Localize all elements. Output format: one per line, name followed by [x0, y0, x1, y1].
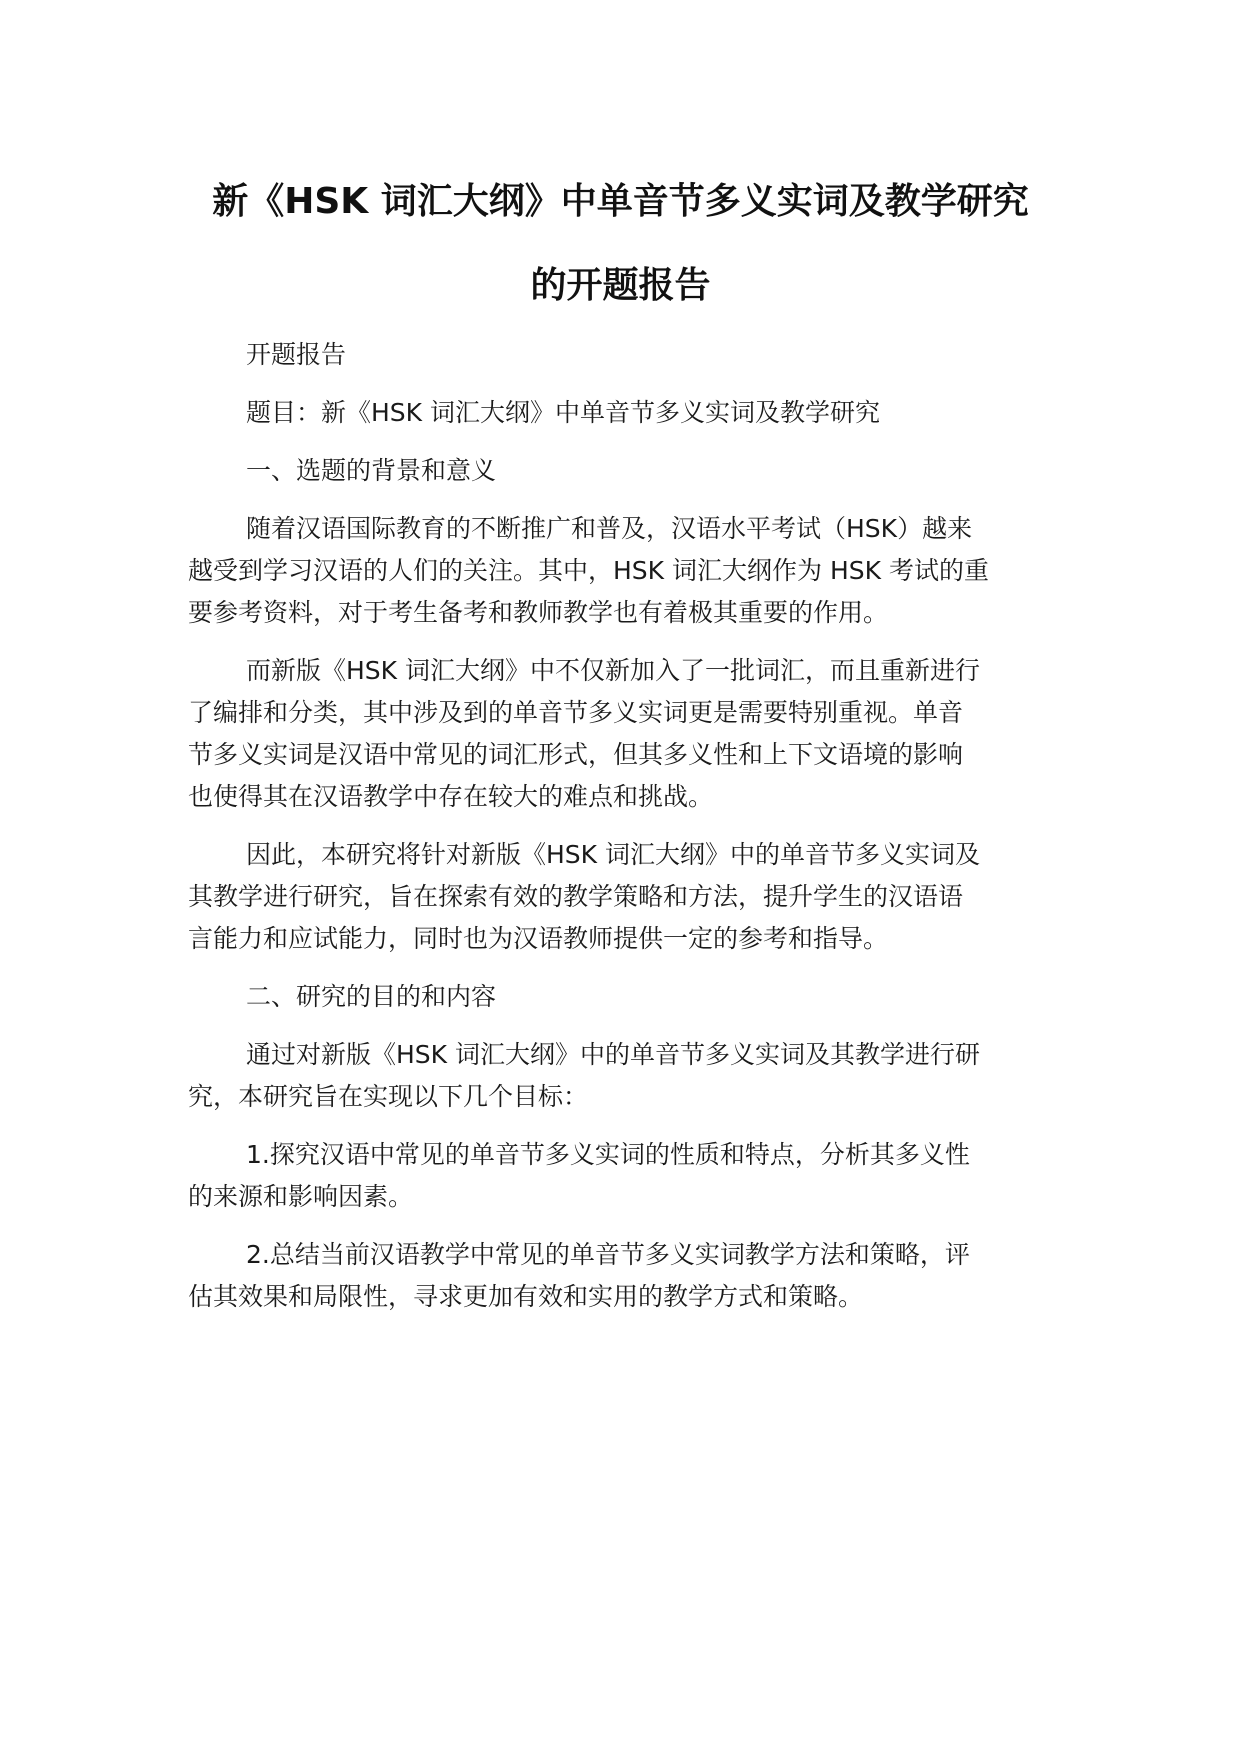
paragraph-2-line-2: 了编排和分类，其中涉及到的单音节多义实词更是需要特别重视。单音: [188, 698, 964, 727]
document-title-line-1: 新《HSK 词汇大纲》中单音节多义实词及教学研究: [212, 181, 1029, 222]
paragraph-2-line-3: 节多义实词是汉语中常见的词汇形式，但其多义性和上下文语境的影响: [188, 740, 964, 769]
paragraph-2-line-4: 也使得其在汉语教学中存在较大的难点和挑战。: [188, 782, 714, 811]
document-title-line-2: 的开题报告: [530, 265, 711, 306]
paragraph-1-line-2: 越受到学习汉语的人们的关注。其中，HSK 词汇大纲作为 HSK 考试的重: [188, 556, 989, 585]
paragraph-3-line-1: 因此，本研究将针对新版《HSK 词汇大纲》中的单音节多义实词及: [246, 840, 981, 869]
paragraph-5-line-2: 的来源和影响因素。: [188, 1182, 414, 1211]
paragraph-4-line-1: 通过对新版《HSK 词汇大纲》中的单音节多义实词及其教学进行研: [246, 1040, 981, 1069]
paragraph-1-line-1: 随着汉语国际教育的不断推广和普及，汉语水平考试（HSK）越来: [246, 514, 973, 543]
paragraph-5-line-1: 1.探究汉语中常见的单音节多义实词的性质和特点，分析其多义性: [246, 1140, 970, 1169]
report-heading: 开题报告: [246, 340, 347, 369]
paragraph-4-line-2: 究，本研究旨在实现以下几个目标：: [188, 1082, 589, 1111]
paragraph-6-line-1: 2.总结当前汉语教学中常见的单音节多义实词教学方法和策略，评: [246, 1240, 970, 1269]
paragraph-2-line-1: 而新版《HSK 词汇大纲》中不仅新加入了一批词汇，而且重新进行: [246, 656, 981, 685]
paragraph-3-line-2: 其教学进行研究，旨在探索有效的教学策略和方法，提升学生的汉语语: [188, 882, 964, 911]
paragraph-1-line-3: 要参考资料，对于考生备考和教师教学也有着极其重要的作用。: [188, 598, 889, 627]
section-1-heading: 一、选题的背景和意义: [246, 456, 497, 485]
paragraph-6-line-2: 估其效果和局限性，寻求更加有效和实用的教学方式和策略。: [188, 1282, 864, 1311]
section-2-heading: 二、研究的目的和内容: [246, 982, 497, 1011]
paragraph-3-line-3: 言能力和应试能力，同时也为汉语教师提供一定的参考和指导。: [188, 924, 889, 953]
topic-line: 题目：新《HSK 词汇大纲》中单音节多义实词及教学研究: [246, 398, 881, 427]
